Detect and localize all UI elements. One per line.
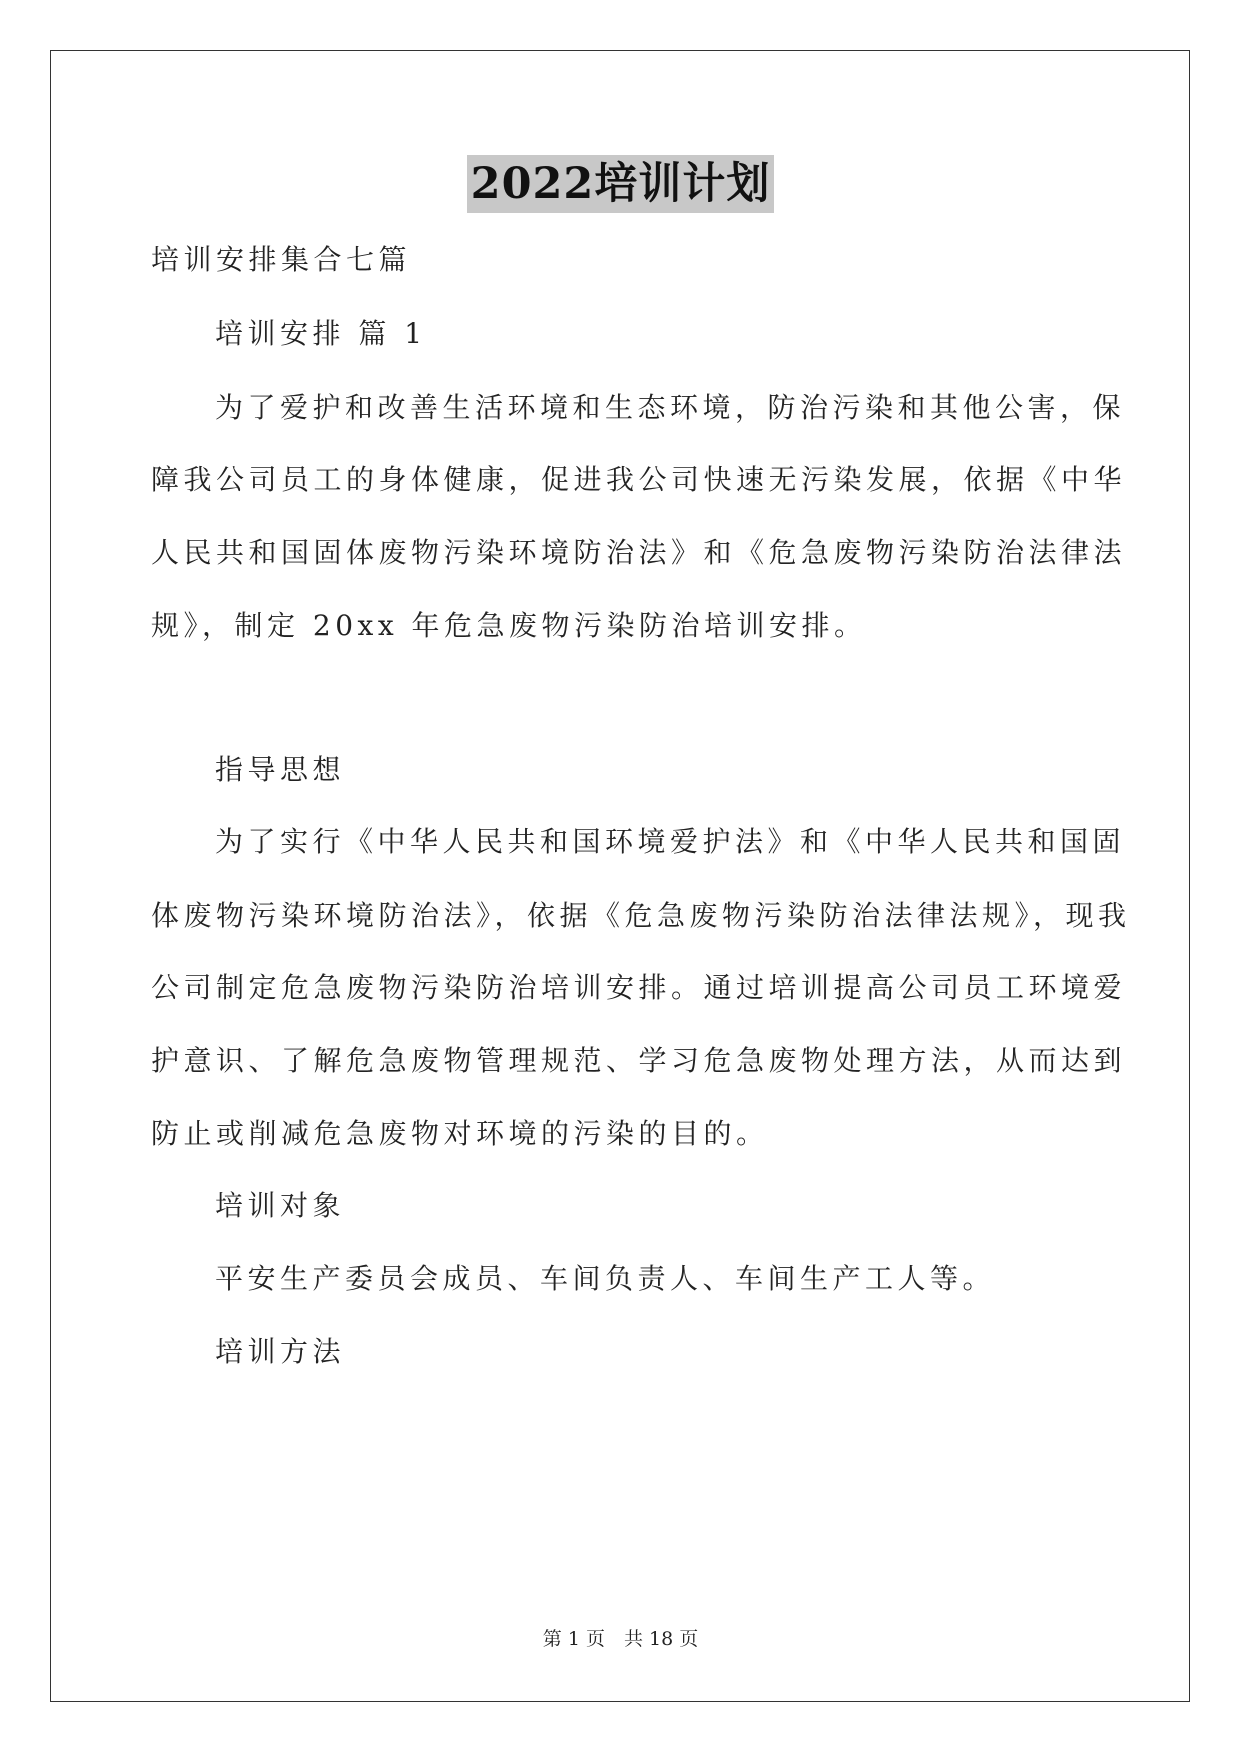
paragraph-line: 人民共和国固体废物污染环境防治法》和《危急废物污染防治法律法 [151, 536, 1127, 569]
paragraph-line: 为了爱护和改善生活环境和生态环境，防治污染和其他公害，保 [215, 391, 1126, 424]
section-heading: 培训安排 篇 1 [215, 317, 427, 350]
document-title: 2022培训计划 [467, 155, 775, 213]
title-container [0, 155, 1241, 213]
paragraph-line: 公司制定危急废物污染防治培训安排。通过培训提高公司员工环境爱 [151, 971, 1127, 1004]
page-footer: 第 1 页 共 18 页 [542, 1628, 699, 1650]
page-border [50, 50, 1190, 1702]
paragraph-line: 防止或削减危急废物对环境的污染的目的。 [151, 1117, 769, 1150]
paragraph-line: 障我公司员工的身体健康，促进我公司快速无污染发展，依据《中华 [151, 463, 1127, 496]
paragraph-line: 规》，制定 20xx 年危急废物污染防治培训安排。 [151, 609, 867, 642]
paragraph-line: 护意识、了解危急废物管理规范、学习危急废物处理方法，从而达到 [151, 1044, 1127, 1077]
section-heading: 培训方法 [215, 1335, 346, 1368]
section-heading: 指导思想 [215, 753, 346, 786]
paragraph-line: 平安生产委员会成员、车间负责人、车间生产工人等。 [215, 1262, 996, 1295]
section-heading: 培训对象 [215, 1189, 346, 1222]
paragraph-line: 体废物污染环境防治法》，依据《危急废物污染防治法律法规》，现我 [151, 899, 1131, 932]
paragraph-line: 为了实行《中华人民共和国环境爱护法》和《中华人民共和国固 [215, 825, 1126, 858]
subtitle: 培训安排集合七篇 [151, 243, 412, 276]
